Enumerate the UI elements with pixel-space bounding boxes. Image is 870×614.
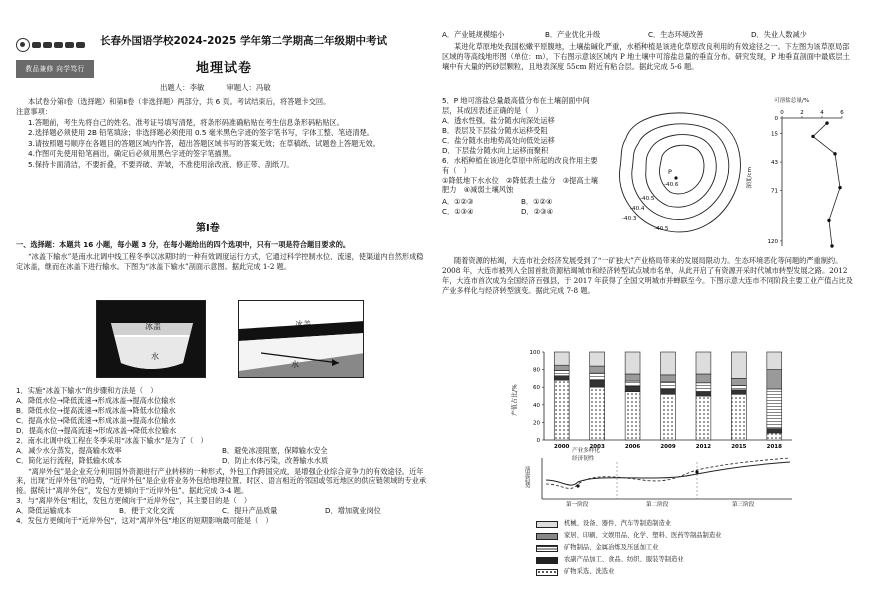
salt-data-point [825, 121, 828, 124]
school-logo [16, 30, 94, 78]
question-2-stem: 2．南水北调中线工程在冬季采用“冰盖下输水”是为了（ ） [16, 435, 208, 445]
bar-x-tick-label: 2009 [660, 444, 676, 450]
stage-2-label: 第二阶段 [646, 502, 669, 508]
stage-3-label: 第三阶段 [732, 502, 755, 508]
option: C．生态环境改善 [648, 30, 704, 39]
salt-y-tick-label: 71 [771, 188, 778, 195]
bar-segment [731, 352, 746, 378]
question-1-stem: 1．实施“冰盖下输水”的步骤和方法是（ ） [16, 386, 158, 395]
ice-figure-left [96, 300, 206, 378]
bar-segment [696, 352, 711, 374]
bar-segment [554, 352, 569, 365]
bar-x-tick-label: 2015 [731, 444, 747, 450]
salt-data-point [838, 186, 841, 189]
bar-segment [696, 383, 711, 392]
option: D．增加就业岗位 [325, 506, 381, 516]
questions-1-4 [16, 386, 428, 526]
ice-label: 冰盖 [295, 320, 311, 329]
option: A．透水性强，盐分随水向深处运移 [442, 115, 555, 125]
option: B．降低水位→提高流速→形成冰盖→降低水位输水 [16, 405, 176, 415]
stage-1-label: 第一阶段 [566, 502, 589, 508]
option: A．降低水位→降低流速→形成冰盖→提高水位输水 [16, 395, 176, 405]
passage-1: “冰盖下输水”是南水北调中线工程冬季以冰期时的一种有效调度运行方式，它通过科学控制水位、流速，使渠道内自然形成稳定冰盖，继而在冰盖下进行输水。下图为“冰盖下输水”剖面示意图。据此完成 1-2 题。 [16, 251, 424, 271]
salt-data-point [827, 219, 830, 222]
option: B．①②④ [521, 197, 553, 207]
ice-figure-right [238, 300, 364, 378]
salt-data-point [833, 152, 836, 155]
legend-label: 矿物制品、金属冶炼及压延加工业 [564, 543, 659, 551]
instructions [16, 97, 426, 170]
bar-segment [590, 387, 605, 440]
bar-x-tick-label: 2012 [695, 444, 712, 450]
option: B．便于文化交流 [119, 506, 175, 516]
industry-chart [511, 348, 802, 594]
salt-profile-chart [746, 96, 852, 252]
option: C．简化运行流程，降低输水成本 [16, 455, 122, 465]
ice-section-diagram-b [239, 301, 364, 378]
bar-y-tick-label: 60 [533, 385, 540, 392]
salt-data-point [811, 135, 814, 138]
bar-segment [767, 352, 782, 370]
note-item: 1.答题前，考生先将自己的姓名、准考证号填写清楚，将条形码准确粘贴在考生信息条形码粘贴区。 [28, 117, 344, 127]
bar-segment [554, 365, 569, 370]
legend-label: 矿物采选、洗选业 [564, 567, 615, 575]
reviewer: 审题人：冯敏 [226, 83, 271, 92]
option: D．防止水体污染，改善输水水质 [222, 455, 329, 465]
bar-segment [625, 386, 640, 391]
ice-section-diagram-a [97, 301, 206, 378]
contour-map [604, 98, 754, 248]
bar-segment [767, 433, 782, 440]
option: A．减少水分蒸发，提高输水效率 [16, 445, 122, 455]
salt-y-tick-label: 0 [774, 116, 778, 122]
option: A．降低运输成本 [16, 506, 72, 516]
salt-profile-line [813, 123, 840, 246]
bar-segment [696, 392, 711, 396]
bar-segment [767, 389, 782, 429]
option: C．①③④ [442, 207, 474, 217]
trend-legend-resilience: 经济韧性 [572, 456, 595, 462]
bar-y-tick-label: 20 [533, 420, 540, 427]
legend-row [536, 518, 721, 530]
contour-label: -40.3 [622, 216, 637, 222]
paper-title: 地理试卷 [196, 61, 253, 76]
ice-label: 冰盖 [145, 322, 161, 331]
option: B．避免冰凌阻塞，保障输水安全 [222, 445, 328, 455]
bar-x-tick-label: 2006 [624, 444, 641, 450]
bar-segment [731, 378, 746, 385]
question-4-stem: 4．发包方更倾向于“近岸外包”，这对“离岸外包”地区的短期影响最可能是（ ） [16, 516, 273, 526]
contour-label: -40.4 [630, 206, 645, 212]
legend-swatch [536, 557, 558, 564]
salt-chart-title: 可溶盐总量/% [774, 98, 810, 104]
legend-label: 农副产品加工、食品、纺织、服装等制造业 [564, 555, 684, 563]
bar-x-tick-label: 2018 [766, 444, 782, 450]
legend-row [536, 566, 721, 578]
option: C．提升产品质量 [222, 506, 278, 516]
legend-row [536, 542, 721, 554]
question-6-options [442, 197, 600, 217]
contour-map-svg [604, 98, 754, 248]
intro-text: 本试卷分第Ⅰ卷（选择题）和第Ⅱ卷（非选择题）两部分，共 6 页。考试结束后，将答题卡交回。 [28, 97, 331, 106]
option: D．提高水位→提高流速→形成冰盖→降低水位输水 [16, 425, 177, 435]
salt-data-point [830, 244, 833, 247]
bar-segment [625, 392, 640, 440]
legend-label: 家居、印刷、文娱用品、化学、塑料、医药等制品制造业 [564, 531, 722, 539]
question-4-options [442, 30, 854, 40]
bar-segment [590, 380, 605, 387]
option: B．表层及下层盐分随水运移受阻 [442, 125, 548, 135]
bar-segment [590, 373, 605, 380]
note-item: 3.请按照题号顺序在各题目的答题区域内作答，超出答题区域书写的答案无效；在草稿纸、试题卷上答题无效。 [28, 138, 380, 148]
question-5-stem: 5．P 地可溶盐总量最高值分布在土壤剖面中间层，其成因表述正确的是（ ） [442, 96, 590, 115]
passage-3: 某进化草原地处我国松嫩平原腹地，土壤盐碱化严重，水稻种植是该进化草原改良利用的有效途径之一。下左图为该草原局部区域的等高线地形图（单位：m），下右图示意该区域内 P 地土壤中可溶盐总量的垂直分布。研究发现，P 地垂直剖面中最底层土壤中有大量的钙砂层颗粒，且地表深度 55cm 附近有粘合层。据此完成 5-6 题。 [442, 41, 850, 71]
bar-segment [661, 375, 676, 382]
passage-2: “离岸外包”是企业充分利用国外资源进行产业转移的一种形式，外包工作跨国完成，是增强企业综合竞争力的有效途径。近年来，出现“近岸外包”的趋势，“近岸外包”是企业将业务外包给地理位置、时区、语言相近的邻国或邻近地区的供应链领域的专业承接。据统计“离岸外包”，发包方更倾向于“近岸外包”。据此完成 3-4 题。 [16, 466, 427, 496]
q4-options-and-passage3 [442, 30, 854, 72]
water-label: 水 [151, 352, 159, 361]
bar-y-tick-label: 100 [529, 350, 540, 356]
water-label: 水 [291, 360, 299, 369]
contour-label: -40.5 [654, 226, 669, 232]
legend-swatch [536, 569, 558, 576]
contour-label: -40.6 [664, 182, 679, 188]
legend-swatch [536, 521, 558, 528]
point-p-label: P [668, 168, 672, 176]
bar-segment [731, 385, 746, 389]
bar-y-tick-label: 40 [533, 402, 540, 409]
legend-row [536, 554, 721, 566]
salt-profile-svg [756, 96, 852, 252]
passage-4: 随着资源的枯竭，大连市社会经济发展受到了“一矿独大”产业格局带来的发展局限动力。生态环境恶化等问题的严重制约。2008 年，大连市被列入全国首批资源枯竭城市和经济转型试点城市名单，从此开启了有资源开采时代城市转型发展之路。2012 年，大连市首次成为全国经济百强县，于 2017 年获得了全国文明城市并蝉联至今。下图示意大连市不同阶段主要工业产值占比及产业多样化与经济转型演变。据此完成 7-8 题。 [442, 256, 853, 295]
question-2-options [16, 446, 428, 466]
note-item: 2.选择题必须使用 2B 铅笔填涂；非选择题必须使用 0.5 毫米黑色字迹的签字笔书写，字体工整、笔迹清楚。 [28, 128, 374, 138]
bar-segment [554, 380, 569, 440]
legend-swatch [536, 545, 558, 552]
legend-row [536, 530, 721, 542]
bar-segment [696, 396, 711, 440]
trend-diagram [522, 454, 802, 504]
salt-x-tick-label: 2 [800, 110, 804, 116]
question-3-options [16, 506, 428, 516]
bar-segment [554, 370, 569, 375]
note-item: 4.作图可先使用铅笔画出，确定后必须用黑色字迹的签字笔描黑。 [28, 149, 237, 159]
exam-title: 长春外国语学校2024-2025 学年第二学期高二年级期中考试 [100, 35, 387, 47]
bar-segment [767, 429, 782, 433]
question-3-stem: 3．与“离岸外包”相比，发包方更倾向于“近岸外包”，其主要目的是（ ） [16, 496, 252, 506]
logo-motto: 教品兼修 向学笃行 [16, 60, 94, 78]
salt-y-tick-label: 15 [771, 131, 778, 138]
notes-heading: 注意事项： [16, 107, 52, 117]
logo-seal-icon [16, 38, 30, 52]
bar-segment [731, 390, 746, 394]
section-lead: 一、选择题：本题共 16 小题，每小题 3 分，在每小题给出的四个选项中，只有一项是符合题目要求的。 [16, 240, 351, 249]
bar-segment [661, 389, 676, 394]
bar-x-tick-label: 2000 [554, 444, 570, 450]
bar-segment [590, 352, 605, 366]
note-item: 5.保持卡面清洁，不要折叠，不要弄破、弄皱，不准使用涂改液、修正带、刮纸刀。 [28, 159, 294, 169]
question-6-stem: 6．水稻种植在该进化草原中所起的改良作用主要有（ ） [442, 155, 598, 175]
salt-y-tick-label: 120 [767, 238, 778, 245]
right-column [436, 0, 870, 614]
bar-segment [590, 366, 605, 373]
question-6-items: ①降低地下水水位 ②降低表土盐分 ③提高土壤肥力 ④减弱土壤风蚀 [442, 175, 598, 195]
byline [160, 83, 271, 93]
salt-chart-ylabel: 深度/cm [746, 167, 753, 189]
industry-legend [536, 518, 721, 578]
bar-segment [661, 382, 676, 389]
bar-y-tick-label: 0 [536, 438, 540, 444]
bar-segment [554, 376, 569, 380]
trend-legend-diversity: 产业多样化 [572, 448, 600, 454]
author: 出题人：李敏 [160, 83, 205, 92]
option: D．②③④ [521, 207, 554, 217]
salt-x-tick-label: 4 [820, 110, 824, 116]
bar-segment [625, 352, 640, 374]
legend-label: 机械、设备、器件、汽车等制造制造业 [564, 519, 672, 527]
bar-segment [625, 374, 640, 381]
industry-ylabel: 产值占比/% [511, 384, 519, 416]
legend-swatch [536, 533, 558, 540]
option: A．产业链规模缩小 [442, 30, 505, 39]
section1-lead-block [16, 240, 428, 272]
bar-x-tick-label: 2003 [589, 444, 605, 450]
salt-y-tick-label: 43 [771, 160, 778, 167]
trend-stage-label: 演进趋势 [523, 466, 530, 489]
bar-segment [767, 370, 782, 389]
bar-segment [661, 352, 676, 375]
questions-5-6 [442, 96, 600, 217]
bar-segment [696, 374, 711, 383]
bar-segment [731, 394, 746, 440]
option: B．产业优化升级 [545, 30, 601, 39]
section-title: 第Ⅰ卷 [196, 223, 220, 234]
bar-segment [661, 394, 676, 440]
option: C．盐分随水由地势高处向低处运移 [442, 135, 555, 145]
option: D．下层盐分随水向上运移而聚积 [442, 145, 549, 155]
option: D．失业人数减少 [751, 30, 807, 39]
option: C．提高水位→降低流速→形成冰盖→提高水位输水 [16, 415, 176, 425]
option: A．①②③ [442, 197, 474, 207]
bar-y-tick-label: 80 [533, 367, 540, 374]
salt-x-tick-label: 0 [780, 110, 784, 116]
salt-x-tick-label: 6 [840, 110, 844, 116]
passage-4-block [442, 256, 854, 296]
contour-label: -40.5 [640, 196, 655, 202]
bar-segment [625, 381, 640, 386]
logo-wordmark [32, 40, 90, 50]
